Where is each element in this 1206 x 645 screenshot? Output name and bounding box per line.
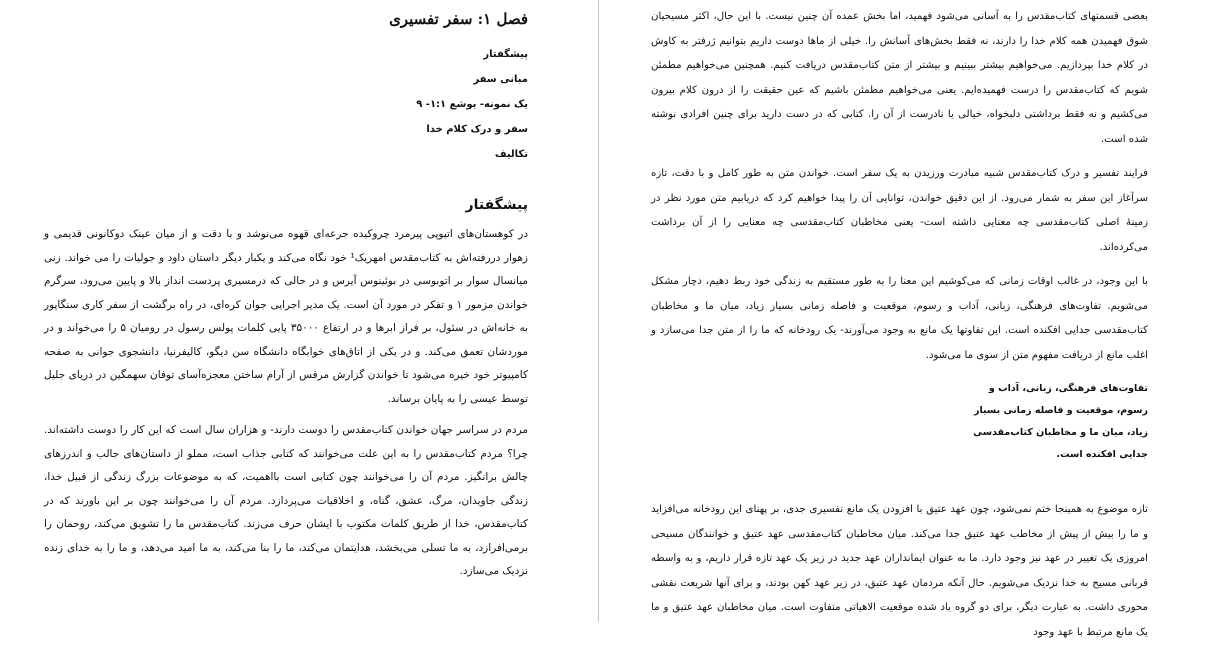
body-paragraph: مردم در سراسر جهان خواندن کتاب‌مقدس را دوست دارند- و هزاران سال است که این کار را دوست داشته‌اند. چرا؟ مردم کتاب‌مقدس را به این علت می‌خوانند که کتابی جذاب است، مملو از داستان‌های جالب و اندرزهای چالش برانگیز. مردم آن را می‌خوانند چون کتابی است بااهمیت، که به موضوعات بزرگ زندگی از قبیل خدا، زندگی جاویدان، مرگ، عشق، گناه، و اخلاقیات می‌پردازد. مردم آن را می‌خوانند چون بر این باورند که در کتاب‌مقدس، خدا از طریق کلمات مکتوب با ایشان حرف می‌زند. کتاب‌مقدس ما را تشویق می‌کند، روحمان را برمی‌افرازد، به ما تسلی می‌بخشد، هدایتمان می‌کند، ما را بنا می‌کند، به ما امید می‌دهد، و ما را به خدای زنده نزدیک می‌سازد.: [44, 424, 528, 577]
spacer: [651, 480, 1148, 498]
chapter-title: فصل ۱: سفر تفسیری: [389, 10, 528, 28]
page-gutter: [598, 0, 599, 622]
body-paragraph: بعضی قسمتهای کتاب‌مقدس را به آسانی می‌شود فهمید، اما بخش عمده آن چنین نیست. با این حال، اکثر مسیحیان شوق فهمیدن همه کلام خدا را دارند، نه فقط بخش‌های آسانش را. خیلی از ما‌ها دوست داریم بتوانیم ژرفتر به کاوش در کلام خدا بپردازیم. می‌خواهیم بیشتر ببینیم و بیشتر از متن کتاب‌مقدس دریافت کنیم. همچنین می‌خواهیم مطمئن شویم که کتاب‌مقدس را درست فهمیده‌ایم. یعنی می‌خواهیم مطمئن باشیم که عین حقیقت را از درون کلام بیرون می‌کشیم و نه فقط برداشتی دلبخواه، خیالی یا نادرست از آن را. کتابی که در دست دارید برای چنین افرادی نوشته شده است.: [651, 11, 1148, 145]
body-paragraph: با این وجود، در غالب اوقات زمانی که می‌کوشیم این معنا را به طور مستقیم به زندگی خود ربط دهیم، دچار مشکل می‌شویم. تفاوت‌های فرهنگی، زبانی، آداب و رسوم، موقعیت و فاصله زمانی بسیار زیاد، میان ما و مخاطبان کتاب‌مقدسی جدایی افکنده است. این تفاوتها یک مانع به وجود می‌آورند- یک رودخانه که ما را از متن جدا می‌سازد و اغلب مانع از دریافت مفهوم متن از سوی ما می‌شود.: [651, 276, 1148, 361]
left-page: [0, 0, 590, 622]
body-paragraph: تازه موضوع به همینجا ختم نمی‌شود، چون عهد عتیق با افزودن یک مانع تفسیری جدی، بر پهنای این رودخانه می‌افزاید و ما را بیش از پیش از مخاطب عهد عتیق جدا می‌کند. میان مخاطبان کتاب‌مقدسی عهد عتیق و خوانندگان مسیحی امروزی یک تغییر در عهد نیز وجود دارد. ما به عنوان ایمانداران عهد جدید در زیر یک عهد تازه قرار داریم، و به واسطه قربانی مسیح به خدا نزدیک می‌شویم. حال آنکه مردمان عهد عتیق، در زیر عهد کهن بودند، و برای آنها شریعت نقشی محوری داشت. به عبارت دیگر، برای دو گروه یاد شده موقعیت الاهیاتی متفاوت است. میان مخاطبان عهد عتیق و ما یک مانع مرتبط با عهد وجود: [651, 504, 1148, 638]
pull-quote: تفاوت‌های فرهنگی، زبانی، آداب و رسوم، موقعیت و فاصله زمانی بسیار زیاد، میان ما و مخاطبان کتاب‌مقدسی جدایی افکنده است.: [973, 383, 1148, 460]
body-paragraph: در کوهستان‌های اتیوپی پیرمرد چروکیده جرعه‌ای قهوه می‌نوشد و با دقت و از میان عینک دوکانونی قدیمی و زهوار دررفته‌اش به کتاب‌مقدس امهریک¹ خود نگاه می‌کند و یکبار دیگر داستان داود و جولیات را می خواند. زنی میانسال سوار بر اتوبوسی در بوئینوس آیرس و در حالی که درمسیری پردست انداز بالا و پایین می‌رود، سرگرم خواندن مزمور ۱ و تفکر در مورد آن است. یک مدیر اجرایی جوان کره‌ای، در راه برگشت از سفر کاری سنگاپور به خانه‌اش در سئول، بر فراز ابرها و در ارتفاع ۳۵۰۰۰ پایی کلمات پولس رسول در رومیان ۵ را می‌خواند و در موردشان تعمق می‌کند. و در یکی از اتاق‌های خوابگاه دانشگاه سن دیگو، کالیفرنیا، دانشجوی جوانی به صفحه کامپیوتر خود خیره می‌شود تا خواندن گزارش مرقس از آرام ساختن معجزه‌آسای توفان سهمگین در دریای جلیل توسط عیسی را به پایان برساند.: [44, 228, 528, 405]
outline-item: مبانی سفر: [473, 74, 528, 85]
body-paragraph: فرایند تفسیر و درک کتاب‌مقدس شبیه مبادرت ورزیدن به یک سفر است. خواندن متن به طور کامل و با دقت، تازه سرآغاز این سفر به شمار می‌رود. از این دقیق خواندن، توانایی آن را پیدا خواهیم کرد که دریابیم متن مورد نظر در زمینهٔ اصلی کتاب‌مقدسی چه معنایی داشته است- یعنی مخاطبان کتاب‌مقدسی چه معنایی را از آن برداشت می‌کرده‌اند.: [651, 168, 1148, 253]
section-heading: پیشگفتار: [465, 197, 528, 213]
outline-item: یک نمونه- یوشع ۱:۱- ۹: [416, 99, 528, 110]
outline-item: سفر و درک کلام خدا: [426, 124, 528, 135]
chapter-outline: [44, 42, 528, 167]
right-page: [606, 0, 1206, 638]
outline-item: تکالیف: [494, 149, 528, 160]
outline-item: پیشگفتار: [483, 49, 528, 60]
